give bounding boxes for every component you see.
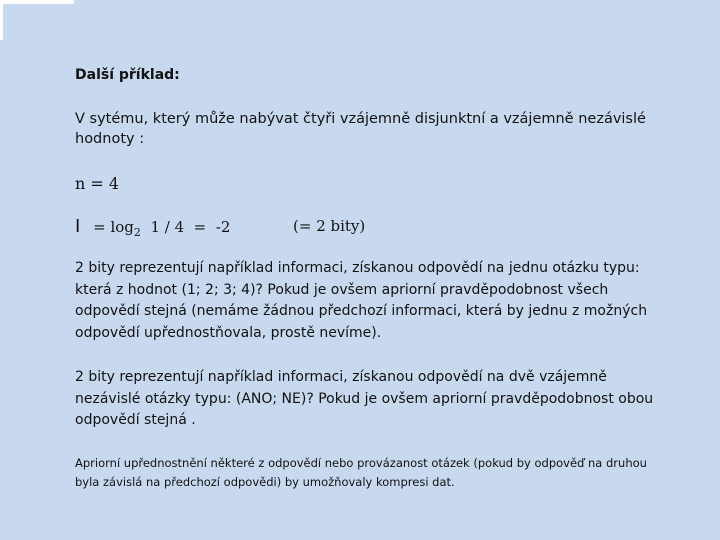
intro-text: V sytému, který může nabývat čtyři vzájemně disjunktní a vzájemně nezávislé hodnoty : [75, 111, 646, 147]
corner-decoration [0, 0, 74, 4]
formula-information [75, 216, 230, 239]
paragraph-one-question: 2 bity reprezentují například informaci, získanou odpovědí na jednu otázku typu: která z hodnot (1; 2; 3; 4)? Pokud je ovšem apriorní pravděpodobnost všech odpovědí stejná (nemáme žádnou předchozí informaci, která by jednu z možných odpovědí upřednostňovala, prostě nevíme). [75, 260, 648, 341]
formula-expression: 1 / 4 = -2 [150, 218, 231, 236]
formula-equals: = [93, 218, 106, 236]
formula-log: log [110, 218, 134, 236]
formula-variable: I [75, 216, 81, 237]
formula-note: (= 2 bity) [293, 217, 366, 235]
formula-n: n = 4 [75, 174, 120, 193]
paragraph-two-questions: 2 bity reprezentují například informaci, získanou odpovědí na dvě vzájemně nezávislé otázky typu: (ANO; NE)? Pokud je ovšem apriorní pravděpodobnost obou odpovědí stejná . [75, 369, 654, 428]
corner-edge-decoration [0, 0, 3, 40]
footnote-compression: Apriorní upřednostnění některé z odpovědí nebo provázanost otázek (pokud by odpověď na druhou byla závislá na předchozí odpovědi) by umožňovaly kompresi dat. [75, 456, 647, 489]
formula-log-base: 2 [133, 226, 141, 239]
slide-title: Další příklad: [75, 67, 180, 83]
